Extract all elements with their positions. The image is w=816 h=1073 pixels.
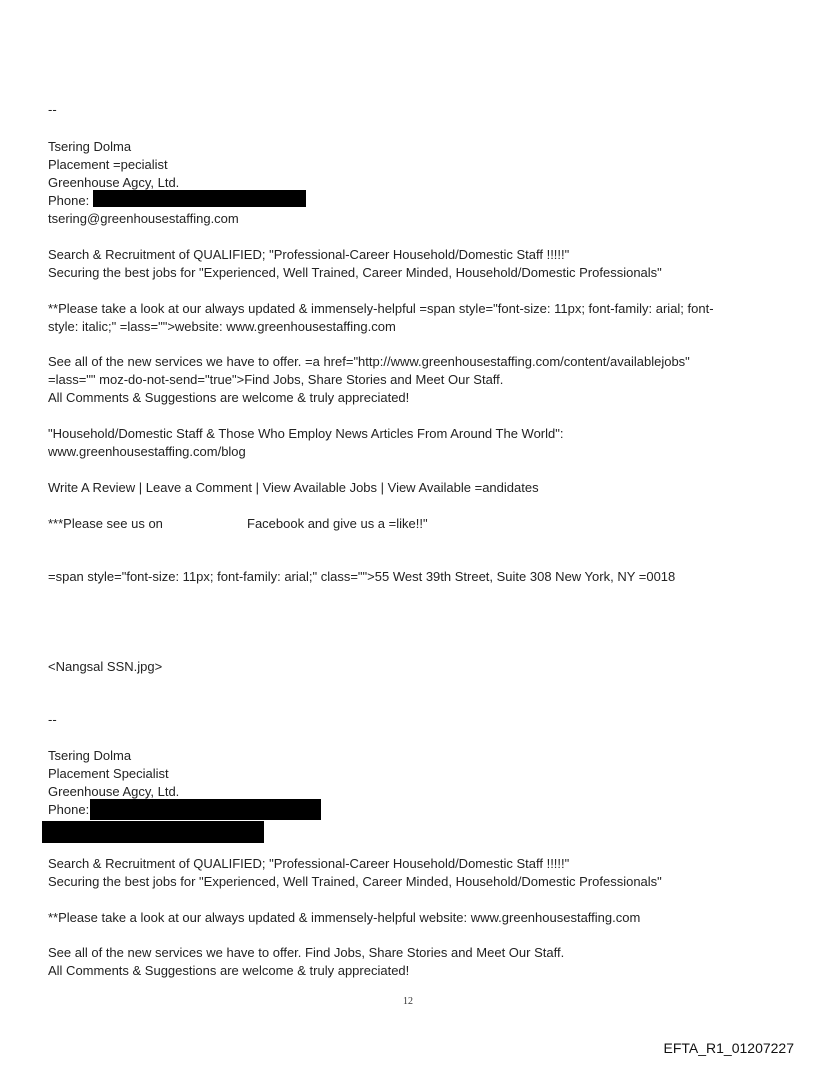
sig1-news-line-2: www.greenhousestaffing.com/blog: [48, 444, 246, 459]
sig1-tagline-1: Search & Recruitment of QUALIFIED; "Professional-Career Household/Domestic Staff !!!!!": [48, 247, 570, 262]
sig2-title: Placement Specialist: [48, 766, 169, 781]
page-number: 12: [403, 996, 413, 1007]
sig1-facebook-prefix: ***Please see us on: [48, 516, 163, 531]
sig1-address-line: =span style="font-size: 11px; font-family: arial;" class="">55 West 39th Street, Suite 308 New York, NY =0018: [48, 569, 676, 584]
sig2-separator: --: [48, 712, 57, 727]
sig2-email-redaction: [42, 821, 264, 843]
sig1-email: tsering@greenhousestaffing.com: [48, 211, 239, 226]
sig2-tagline-2: Securing the best jobs for "Experienced, Well Trained, Career Minded, Household/Domestic Professionals": [48, 874, 662, 889]
sig1-website-line-2: style: italic;" =lass="">website: www.greenhousestaffing.com: [48, 319, 396, 334]
sig2-tagline-1: Search & Recruitment of QUALIFIED; "Professional-Career Household/Domestic Staff !!!!!": [48, 856, 570, 871]
sig2-services-line: See all of the new services we have to offer. Find Jobs, Share Stories and Meet Our Staff.: [48, 945, 565, 960]
sig1-tagline-2: Securing the best jobs for "Experienced, Well Trained, Career Minded, Household/Domestic Professionals": [48, 265, 662, 280]
sig1-services-line-1: See all of the new services we have to offer. =a href="http://www.greenhousestaffing.com/content/availablejobs": [48, 354, 690, 369]
sig2-website-line: **Please take a look at our always updated & immensely-helpful website: www.greenhousestaffing.com: [48, 910, 641, 925]
sig1-phone-label: Phone:: [48, 193, 90, 208]
sig1-phone-redaction: [93, 190, 306, 207]
sig1-name: Tsering Dolma: [48, 139, 132, 154]
sig2-company: Greenhouse Agcy, Ltd.: [48, 784, 180, 799]
sig1-website-line-1: **Please take a look at our always updated & immensely-helpful =span style="font-size: 11px; font-family: arial; font-: [48, 301, 714, 316]
sig1-facebook-suffix: Facebook and give us a =like!!": [247, 516, 428, 531]
bates-number: EFTA_R1_01207227: [663, 1040, 794, 1056]
sig2-phone-label: Phone:: [48, 802, 90, 817]
sig1-comments: All Comments & Suggestions are welcome & truly appreciated!: [48, 390, 410, 405]
sig2-phone-redaction: [90, 799, 321, 820]
sig2-comments: All Comments & Suggestions are welcome & truly appreciated!: [48, 963, 410, 978]
sig1-services-line-2: =lass="" moz-do-not-send="true">Find Jobs, Share Stories and Meet Our Staff.: [48, 372, 504, 387]
sig1-news-line-1: "Household/Domestic Staff & Those Who Employ News Articles From Around The World":: [48, 426, 564, 441]
sig1-company: Greenhouse Agcy, Ltd.: [48, 175, 180, 190]
attachment-name: <Nangsal SSN.jpg>: [48, 659, 163, 674]
sig1-separator: --: [48, 102, 57, 117]
sig1-title: Placement =pecialist: [48, 157, 168, 172]
sig1-links-line: Write A Review | Leave a Comment | View Available Jobs | View Available =andidates: [48, 480, 539, 495]
sig2-name: Tsering Dolma: [48, 748, 132, 763]
